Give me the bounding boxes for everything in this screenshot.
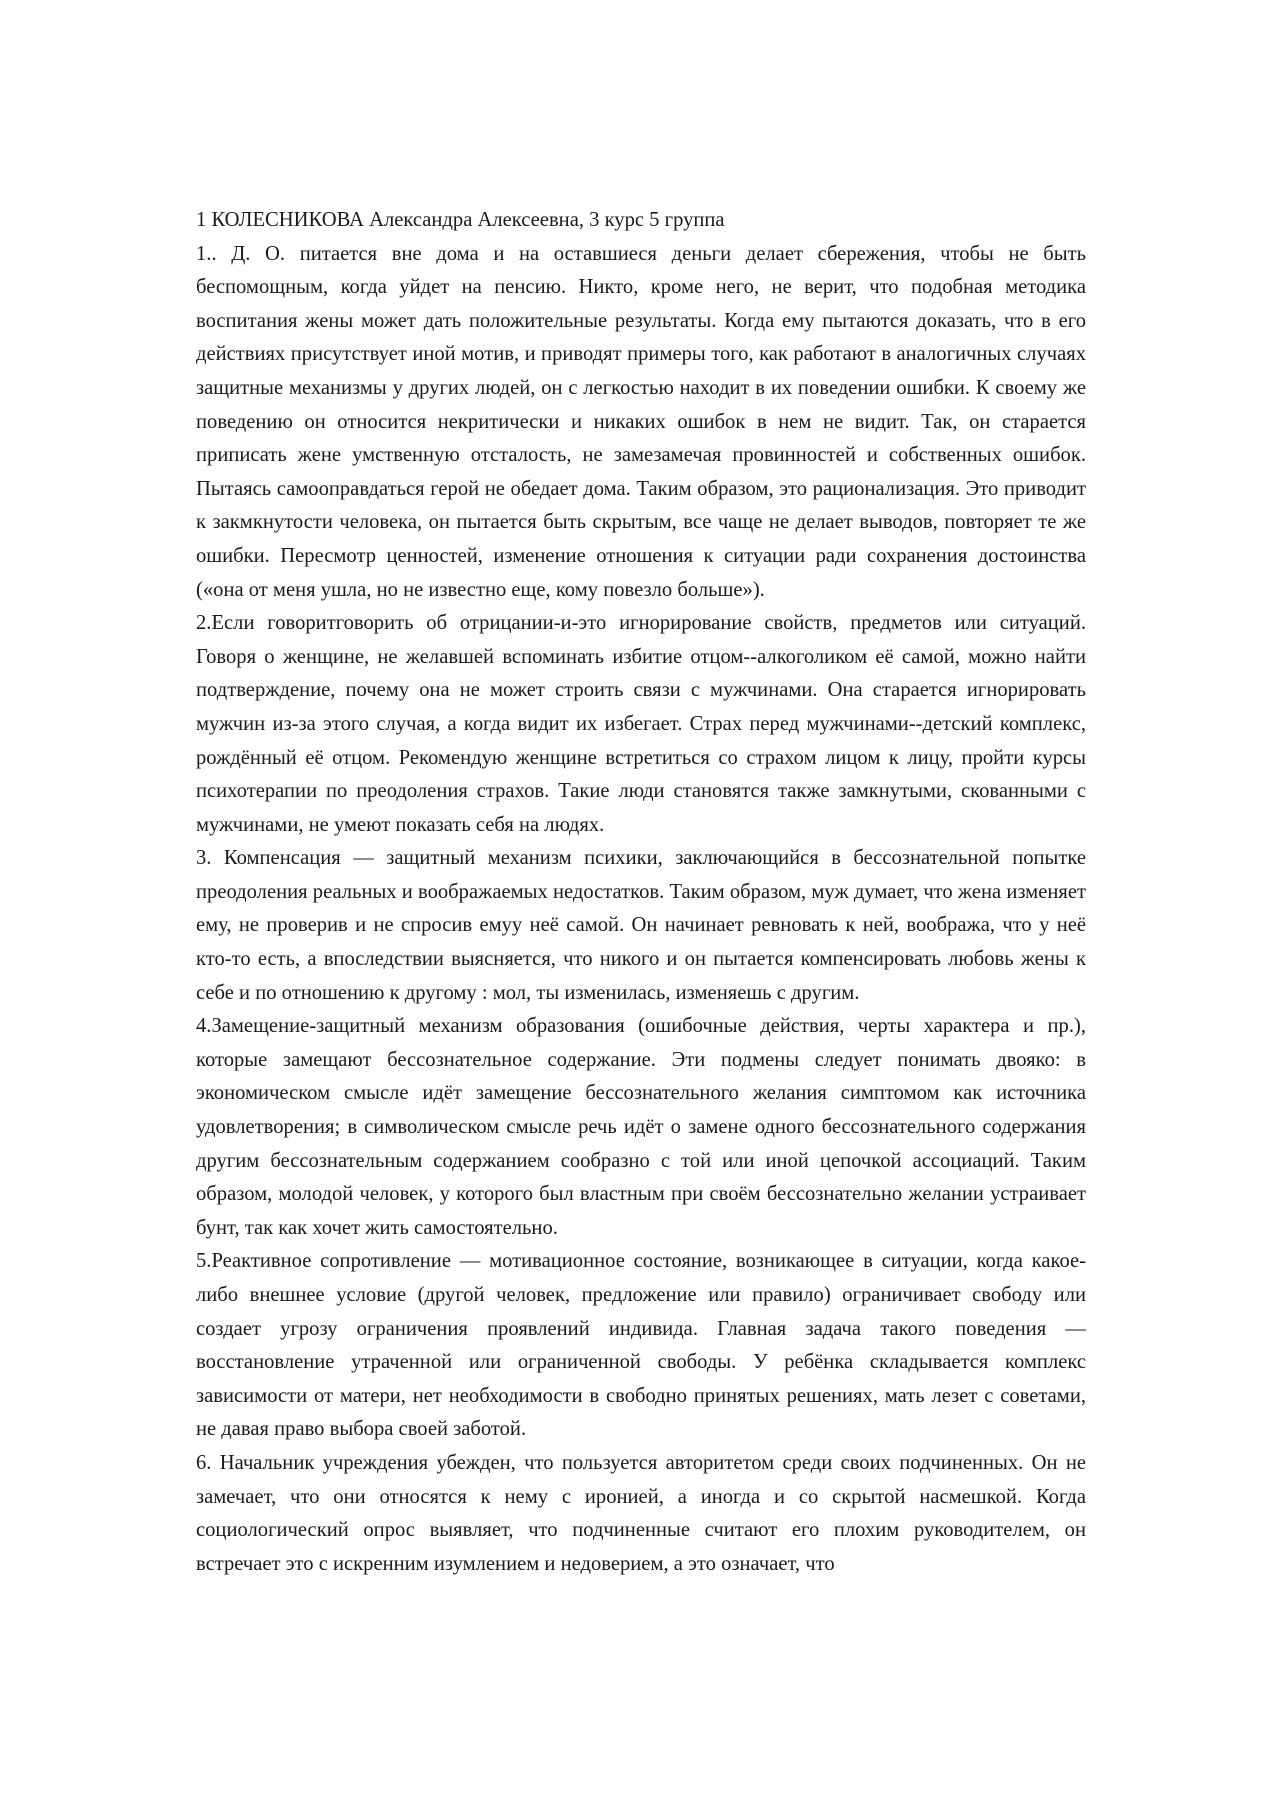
paragraph-5: 5.Реактивное сопротивление — мотивационное состояние, возникающее в ситуации, когда какое-либо внешнее условие (другой человек, предложение или правило) ограничивает свободу или создает угрозу ограничения проявлений индивида. Главная задача такого поведения — восстановление утраченной или ограниченной свободы. У ребёнка складывается комплекс зависимости от матери, нет необходимости в свободно принятых решениях, мать лезет с советами, не давая право выбора своей заботой. — [196, 1250, 1086, 1441]
paragraph-2: 2.Если говоритговорить об отрицании-и-это игнорирование свойств, предметов или ситуаций. Говоря о женщине, не желавшей вспоминать избитие отцом--алкоголиком её самой, можно найти подтверждение, почему она не может строить связи с мужчинами. Она старается игнорировать мужчин из-за этого случая, а когда видит их избегает. Страх перед мужчинами--детский комплекс, рождённый её отцом. Рекомендую женщине встретиться со страхом лицом к лицу, пройти курсы психотерапии по преодоления страхов. Такие люди становятся также замкнутыми, скованными с мужчинами, не умеют показать себя на людях. — [196, 612, 1086, 836]
document-header: 1 КОЛЕСНИКОВА Александра Алексеевна, 3 курс 5 группа — [196, 209, 725, 231]
paragraph-1: 1.. Д. О. питается вне дома и на оставшиеся деньги делает сбережения, чтобы не быть беспомощным, когда уйдет на пенсию. Никто, кроме него, не верит, что подобная методика воспитания жены может дать положительные результаты. Когда ему пытаются доказать, что в его действиях присутствует иной мотив, и приводят примеры того, как работают в аналогичных случаях защитные механизмы у других людей, он с легкостью находит в их поведении ошибки. К своему же поведению он относится некритически и никаких ошибок в нем не видит. Так, он старается приписать жене умственную отсталость, не замезамечая провинностей и собственных ошибок. Пытаясь самооправдаться герой не обедает дома. Таким образом, это рационализация. Это приводит к закмкнутости человека, он пытается быть скрытым, все чаще не делает выводов, повторяет те же ошибки. Пересмотр ценностей, изменение отношения к ситуации ради сохранения достоинства («она от меня ушла, но не известно еще, кому повезло больше»). — [196, 242, 1086, 601]
document-body — [196, 204, 1086, 1581]
paragraph-6: 6. Начальник учреждения убежден, что пользуется авторитетом среди своих подчиненных. Он не замечает, что они относятся к нему с иронией, а иногда и со скрытой насмешкой. Когда социологический опрос выявляет, что подчиненные считают его плохим руководителем, он встречает это с искренним изумлением и недоверием, а это означает, что — [196, 1451, 1086, 1575]
paragraph-3: 3. Компенсация — защитный механизм психики, заключающийся в бессознательной попытке преодоления реальных и воображаемых недостатков. Таким образом, муж думает, что жена изменяет ему, не проверив и не спросив емуу неё самой. Он начинает ревновать к ней, вообража, что у неё кто-то есть, а впоследствии выясняется, что никого и он пытается компенсировать любовь жены к себе и по отношению к другому : мол, ты изменилась, изменяешь с другим. — [196, 847, 1086, 1004]
paragraph-4: 4.Замещение-защитный механизм образования (ошибочные действия, черты характера и пр.), которые замещают бессознательное содержание. Эти подмены следует понимать двояко: в экономическом смысле идёт замещение бессознательного желания симптомом как источника удовлетворения; в символическом смысле речь идёт о замене одного бессознательного содержания другим бессознательным содержанием сообразно с той или иной цепочкой ассоциаций. Таким образом, молодой человек, у которого был властным при своём бессознательно желании устраивает бунт, так как хочет жить самостоятельно. — [196, 1015, 1086, 1239]
